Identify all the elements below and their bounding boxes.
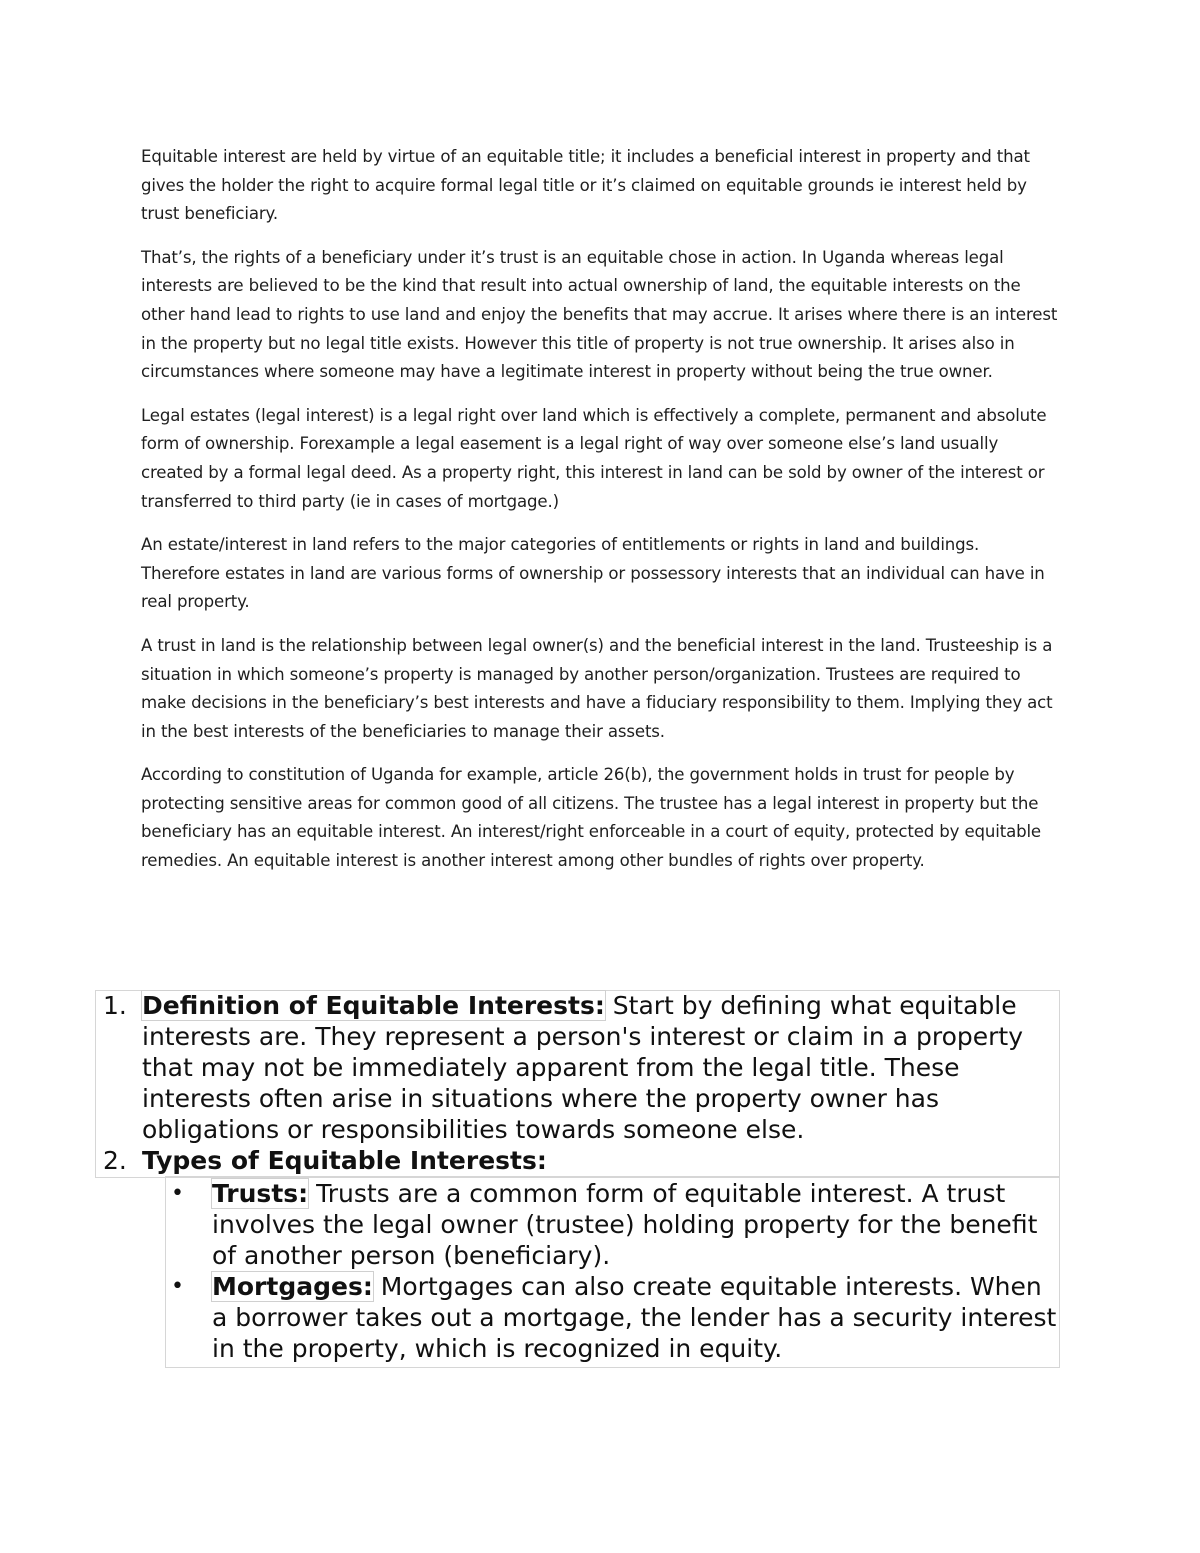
sub-item-body: Trusts are a common form of equitable interest. A trust involves the legal owner (trustee) holding property for the benefit of another person (beneficiary). bbox=[212, 1179, 1038, 1270]
paragraph-equitable-interest: Equitable interest are held by virtue of an equitable title; it includes a beneficial interest in property and that gives the holder the right to acquire formal legal title or it’s claimed on equitable grounds ie interest held by trust beneficiary. bbox=[141, 147, 1030, 224]
paragraph-constitution: According to constitution of Uganda for example, article 26(b), the government holds in trust for people by protecting sensitive areas for common good of all citizens. The trustee has a legal interest in property but the beneficiary has an equitable interest. An interest/right enforceable in a court of equity, protected by equitable remedies. An equitable interest is another interest among other bundles of rights over property. bbox=[141, 765, 1041, 871]
list-item-label: Definition of Equitable Interests: bbox=[142, 991, 605, 1020]
sub-item-label: Trusts: bbox=[212, 1179, 309, 1208]
list-item-text bbox=[142, 1145, 1052, 1176]
bullet-icon: • bbox=[171, 1274, 184, 1299]
list-item-label: Types of Equitable Interests: bbox=[142, 1146, 547, 1175]
sub-item-text bbox=[212, 1271, 1062, 1364]
bullet-icon: • bbox=[171, 1181, 184, 1206]
paragraph-estate-in-land: An estate/interest in land refers to the major categories of entitlements or rights in land and buildings. Therefore estates in land are various forms of ownership or possessory interests that an individual can have in real property. bbox=[141, 535, 1045, 612]
paragraph-trust-in-land: A trust in land is the relationship between legal owner(s) and the beneficial interest in the land. Trusteeship is a situation in which someone’s property is managed by another person/organization. Trustees are required to make decisions in the beneficiary’s best interests and have a fiduciary responsibility to them. Implying they act in the best interests of the beneficiaries to manage their assets. bbox=[141, 635, 1053, 741]
list-item-body: Start by defining what equitable interests are. They represent a person's interest or claim in a property that may not be immediately apparent from the legal title. These interests often arise in situations where the property owner has obligations or responsibilities towards someone else. bbox=[142, 991, 1023, 1144]
body-text bbox=[141, 143, 1061, 891]
sub-item-label: Mortgages: bbox=[212, 1272, 373, 1301]
list-number: 2. bbox=[103, 1146, 127, 1175]
paragraph-legal-estates: Legal estates (legal interest) is a legal right over land which is effectively a complete, permanent and absolute form of ownership. Forexample a legal easement is a legal right of way over someone else’s land usually created by a formal legal deed. As a property right, this interest in land can be sold by owner of the interest or transferred to third party (ie in cases of mortgage.) bbox=[141, 405, 1047, 511]
list-item-text bbox=[142, 990, 1052, 1145]
list-number: 1. bbox=[103, 991, 127, 1020]
sub-item-body: Mortgages can also create equitable interests. When a borrower takes out a mortgage, the lender has a security interest in the property, which is recognized in equity. bbox=[212, 1272, 1057, 1363]
sub-item-text bbox=[212, 1178, 1062, 1271]
paragraph-beneficiary-rights: That’s, the rights of a beneficiary under it’s trust is an equitable chose in action. In Uganda whereas legal interests are believed to be the kind that result into actual ownership of land, the equitable interests on the other hand lead to rights to use land and enjoy the benefits that may accrue. It arises where there is an interest in the property but no legal title exists. However this title of property is not true ownership. It arises also in circumstances where someone may have a legitimate interest in property without being the true owner. bbox=[141, 247, 1058, 382]
